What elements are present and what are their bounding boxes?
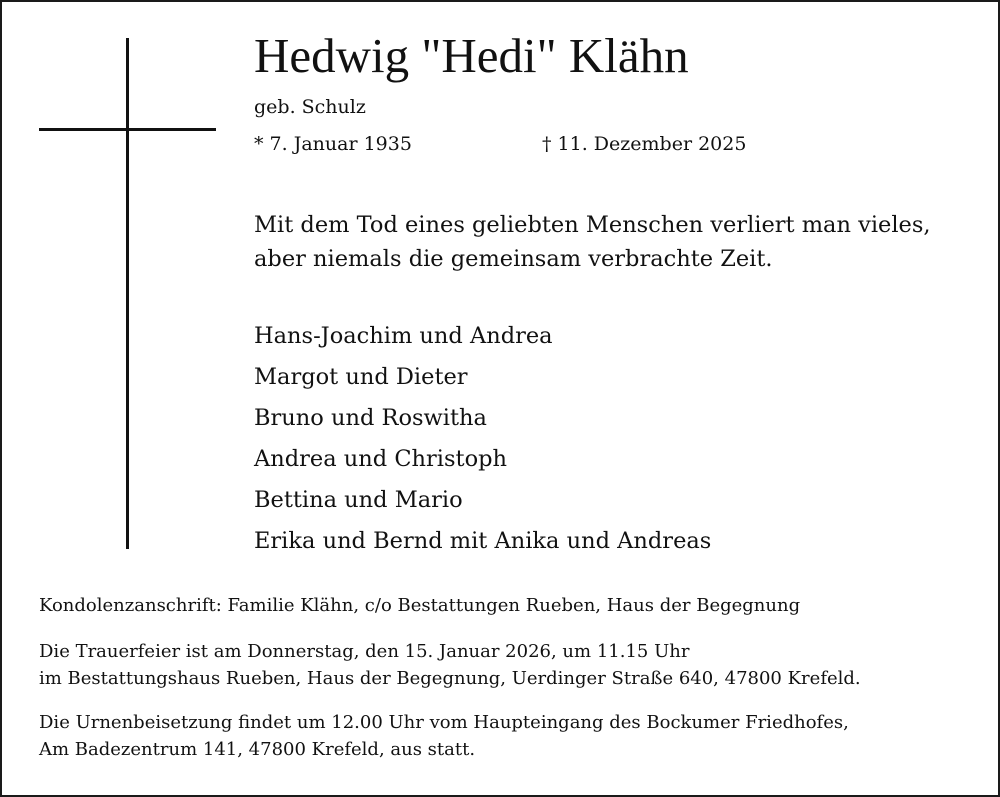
mourner-entry: Hans-Joachim und Andrea [254,323,553,349]
mourner-entry: Bruno und Roswitha [254,405,487,431]
memorial-quote [254,208,931,276]
cross-symbol-vertical-bar [126,38,129,549]
condolence-address [39,592,800,619]
mourner-entry: Andrea und Christoph [254,446,508,472]
mourner-entry: Bettina und Mario [254,487,463,513]
deceased-name: Hedwig "Hedi" Klähn [254,28,689,83]
quote-line: aber niemals die gemeinsam verbrachte Zeit. [254,246,773,272]
condolence-line: Kondolenzanschrift: Familie Klähn, c/o Bestattungen Rueben, Haus der Begegnung [39,595,801,616]
death-date: † 11. Dezember 2025 [542,133,747,155]
urn-burial-info [39,709,849,763]
burial-line: Am Badezentrum 141, 47800 Krefeld, aus statt. [39,739,476,760]
funeral-service-info [39,638,861,692]
quote-line: Mit dem Tod eines geliebten Menschen verliert man vieles, [254,212,931,238]
cross-symbol-horizontal-bar [39,128,216,131]
funeral-line: im Bestattungshaus Rueben, Haus der Begegnung, Uerdinger Straße 640, 47800 Krefeld. [39,668,861,689]
mourner-entry: Erika und Bernd mit Anika und Andreas [254,528,712,554]
mourner-entry: Margot und Dieter [254,364,468,390]
funeral-line: Die Trauerfeier ist am Donnerstag, den 15. Januar 2026, um 11.15 Uhr [39,641,690,662]
mourners-list [254,316,711,562]
burial-line: Die Urnenbeisetzung findet um 12.00 Uhr vom Haupteingang des Bockumer Friedhofes, [39,712,849,733]
maiden-name: geb. Schulz [254,96,366,118]
birth-date: * 7. Januar 1935 [254,133,412,155]
